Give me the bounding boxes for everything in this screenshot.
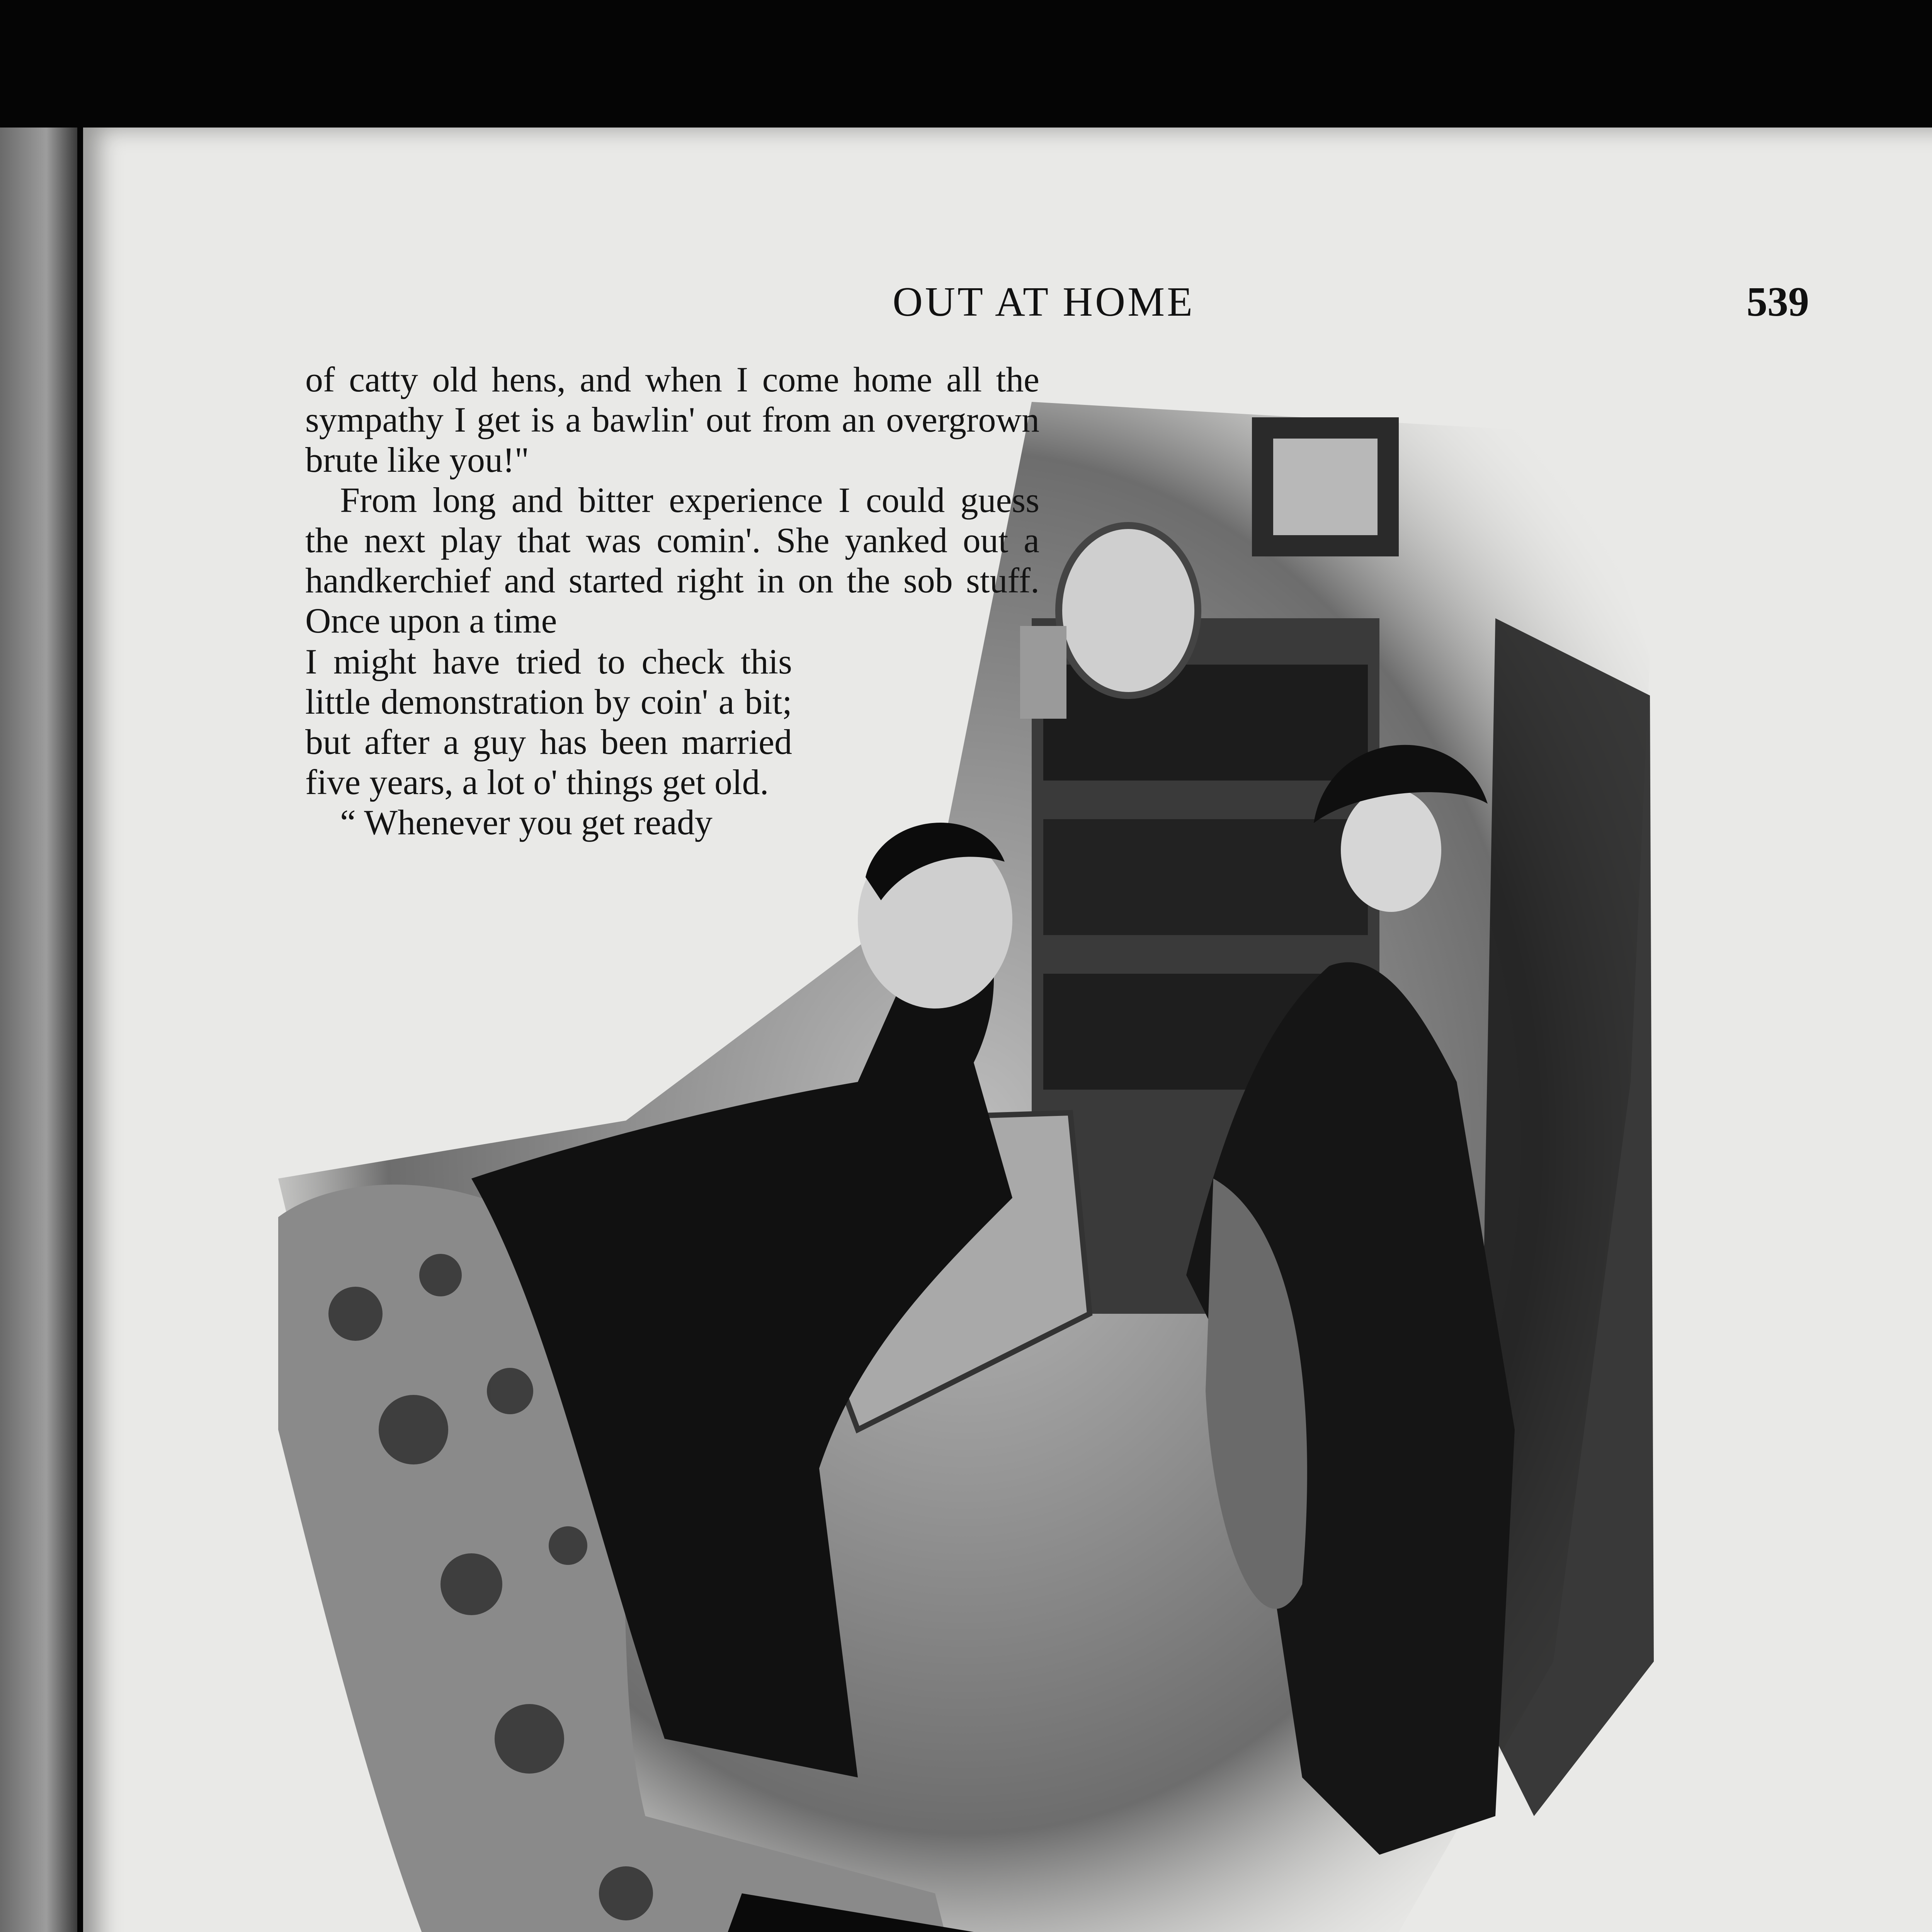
woman-head xyxy=(1341,788,1441,912)
top-text-column xyxy=(305,359,1039,641)
facing-page-edge xyxy=(0,128,77,1932)
narrow-text-column xyxy=(305,641,792,842)
paragraph: “ Whenever you get ready xyxy=(340,803,713,842)
paragraph: I might have tried to check this little demonstration by coin' a bit; but after a guy has been married five years, a lot o' things get old. xyxy=(305,642,792,802)
running-title: OUT AT HOME xyxy=(893,279,1195,325)
page-number: 539 xyxy=(1747,279,1809,325)
paragraph: From long and bitter experience I could guess the next play that was comin'. She yanked out a handkerchief and started right in on the sob stuff. Once upon a time xyxy=(305,480,1039,640)
paragraph: of catty old hens, and when I come home all the sympathy I get is a bawlin' out from an overgrown brute like you!" xyxy=(305,360,1039,480)
decorative-plate xyxy=(1059,526,1198,696)
